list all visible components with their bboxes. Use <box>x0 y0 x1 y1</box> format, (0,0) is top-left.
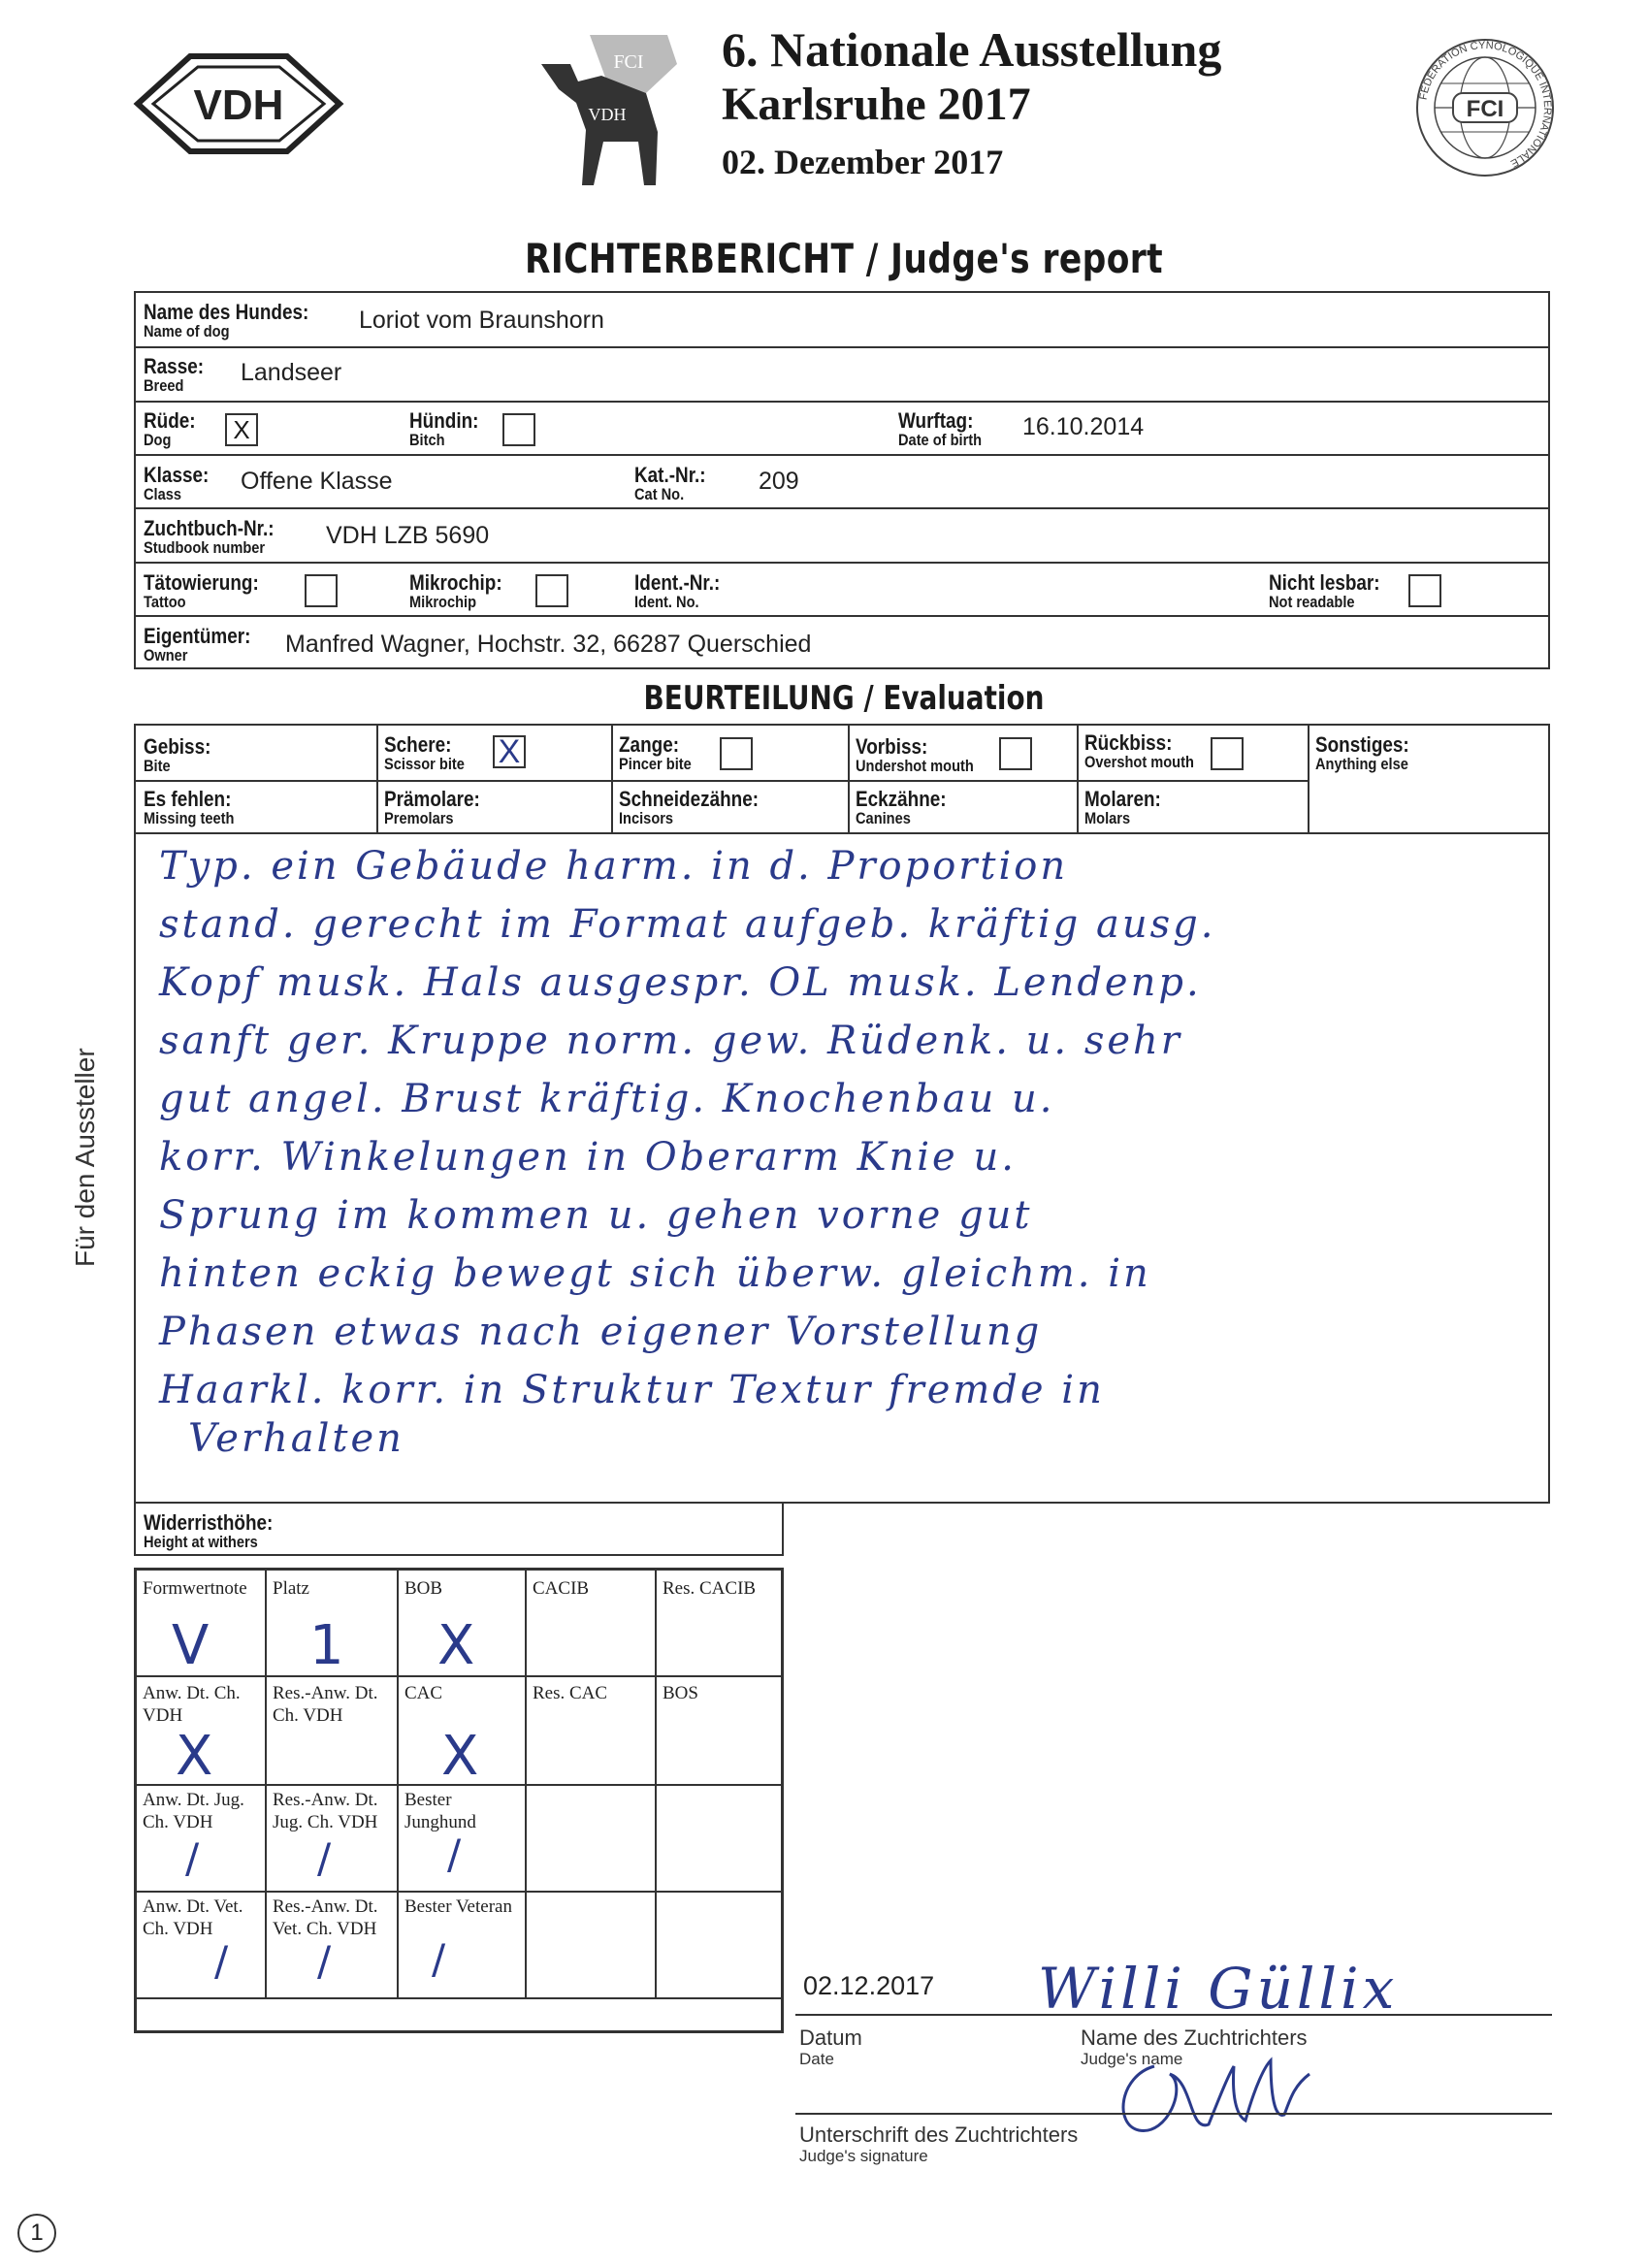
show-location: Karlsruhe 2017 <box>722 79 1031 130</box>
award-label: Anw. Dt. Jug. Ch. VDH <box>143 1790 244 1832</box>
placement-mark: 1 <box>309 1614 344 1677</box>
dob-label: Wurftag: Date of birth <box>898 408 983 450</box>
show-date: 02. Dezember 2017 <box>722 143 1004 181</box>
judge-name-label: Name des Zuchtrichters Judge's name <box>1081 2025 1308 2069</box>
fci-seal-ring-text: FEDERATION CYNOLOGIQUE INTERNATIONALE <box>1417 39 1554 170</box>
report-title: RICHTERBERICHT / Judge's report <box>524 235 1164 282</box>
handwritten-line: sanft ger. Kruppe norm. gew. Rüdenk. u. sehr <box>159 1019 1182 1063</box>
award-label: Res.-Anw. Dt. Jug. Ch. VDH <box>273 1790 378 1832</box>
date-label: Datum Date <box>799 2025 862 2069</box>
handwritten-line: hinten eckig bewegt sich überw. gleichm. in <box>159 1251 1151 1296</box>
overshot-checkbox[interactable] <box>1211 737 1244 770</box>
award-label: Res. CAC <box>533 1683 608 1703</box>
dog-name-value: Loriot vom Braunshorn <box>359 307 604 334</box>
bob-mark: X <box>437 1614 475 1677</box>
scissor-bite-label: Schere: Scissor bite <box>384 732 465 774</box>
side-text: Für den Aussteller <box>70 1048 100 1267</box>
breed-value: Landseer <box>241 359 342 386</box>
page-number: 1 <box>17 2214 56 2252</box>
handwritten-line: stand. gerecht im Format aufgeb. kräftig ausg. <box>159 902 1216 947</box>
tattoo-checkbox[interactable] <box>305 574 338 607</box>
ident-label: Ident.-Nr.: Ident. No. <box>634 570 721 612</box>
award-label: Anw. Dt. Ch. VDH <box>143 1683 241 1726</box>
handwritten-line: Sprung im kommen u. gehen vorne gut <box>159 1193 1033 1238</box>
award-label: BOS <box>663 1683 698 1703</box>
other-label: Sonstiges: Anything else <box>1315 732 1409 774</box>
cat-no-value: 209 <box>759 468 799 495</box>
pincer-bite-checkbox[interactable] <box>720 737 753 770</box>
premolars-label: Prämolare: Premolars <box>384 787 480 828</box>
award-label: BOB <box>404 1578 443 1599</box>
studbook-value: VDH LZB 5690 <box>326 522 490 549</box>
bitch-label: Hündin: Bitch <box>409 408 479 450</box>
height-label: Widerristhöhe: Height at withers <box>144 1510 274 1552</box>
slash-mark: / <box>317 1937 332 1985</box>
award-label: Res.-Anw. Dt. Vet. Ch. VDH <box>273 1896 378 1939</box>
pincer-bite-label: Zange: Pincer bite <box>619 732 692 774</box>
microchip-checkbox[interactable] <box>535 574 568 607</box>
handwritten-line: korr. Winkelungen in Oberarm Knie u. <box>159 1135 1017 1180</box>
award-label: CAC <box>404 1683 443 1703</box>
missing-teeth-label: Es fehlen: Missing teeth <box>144 787 235 828</box>
show-title: 6. Nationale Ausstellung <box>722 22 1222 77</box>
handwritten-line: Kopf musk. Hals ausgespr. OL musk. Lendenp. <box>159 960 1202 1005</box>
vdh-logo-text: VDH <box>193 81 284 129</box>
bite-label: Gebiss: Bite <box>144 734 211 776</box>
handwritten-line: Verhalten <box>188 1416 404 1461</box>
horse-vdh-text: VDH <box>588 105 627 124</box>
class-value: Offene Klasse <box>241 468 393 495</box>
dog-checkbox[interactable]: X <box>225 413 258 446</box>
slash-mark: / <box>447 1831 462 1878</box>
owner-value: Manfred Wagner, Hochstr. 32, 66287 Querschied <box>285 631 812 658</box>
grade-mark: V <box>172 1614 210 1677</box>
signature-label: Unterschrift des Zuchtrichters Judge's signature <box>799 2122 1079 2166</box>
award-label: Platz <box>273 1578 309 1599</box>
judge-name-handwritten: Willi Güllix <box>1038 1956 1399 2022</box>
tattoo-label: Tätowierung: Tattoo <box>144 570 259 612</box>
fci-seal <box>1412 35 1558 180</box>
cac-mark: X <box>441 1725 479 1788</box>
signature-divider <box>795 2113 1552 2115</box>
cat-no-label: Kat.-Nr.: Cat No. <box>634 463 706 504</box>
not-readable-checkbox[interactable] <box>1408 574 1441 607</box>
award-label: Anw. Dt. Vet. Ch. VDH <box>143 1896 243 1939</box>
owner-label: Eigentümer: Owner <box>144 624 251 665</box>
awards-table <box>134 1568 784 2033</box>
molars-label: Molaren: Molars <box>1084 787 1161 828</box>
scissor-bite-checkbox[interactable]: X <box>493 735 526 768</box>
handwritten-line: Haarkl. korr. in Struktur Textur fremde in <box>159 1368 1105 1412</box>
slash-mark: / <box>432 1935 446 1983</box>
studbook-label: Zuchtbuch-Nr.: Studbook number <box>144 516 275 558</box>
award-label: CACIB <box>533 1578 590 1599</box>
handwritten-line: gut angel. Brust kräftig. Knochenbau u. <box>159 1077 1055 1121</box>
champion-mark: X <box>176 1725 213 1788</box>
award-label: Res.-Anw. Dt. Ch. VDH <box>273 1683 378 1726</box>
slash-mark: / <box>317 1834 332 1882</box>
breed-label: Rasse: Breed <box>144 354 205 396</box>
undershot-checkbox[interactable] <box>999 737 1032 770</box>
fci-seal-text: FCI <box>1466 96 1504 122</box>
dog-name-label: Name des Hundes: Name of dog <box>144 300 309 341</box>
fci-horse-logo <box>532 25 696 190</box>
slash-mark: / <box>214 1937 229 1985</box>
slash-mark: / <box>185 1834 200 1882</box>
incisors-label: Schneidezähne: Incisors <box>619 787 760 828</box>
height-at-withers-box <box>134 1502 784 1556</box>
dob-value: 16.10.2014 <box>1022 413 1145 440</box>
class-label: Klasse: Class <box>144 463 210 504</box>
undershot-label: Vorbiss: Undershot mouth <box>856 734 974 776</box>
award-label: Bester Veteran <box>404 1896 512 1917</box>
award-label: Res. CACIB <box>663 1578 757 1599</box>
date-divider <box>795 2014 1552 2016</box>
canines-label: Eckzähne: Canines <box>856 787 947 828</box>
microchip-label: Mikrochip: Mikrochip <box>409 570 502 612</box>
not-readable-label: Nicht lesbar: Not readable <box>1269 570 1380 612</box>
date-value: 02.12.2017 <box>803 1971 935 2000</box>
evaluation-title: BEURTEILUNG / Evaluation <box>643 679 1045 718</box>
handwritten-line: Typ. ein Gebäude harm. in d. Proportion <box>159 844 1069 889</box>
handwritten-line: Phasen etwas nach eigener Vorstellung <box>159 1310 1043 1354</box>
judge-signature-scribble <box>1100 2047 1313 2144</box>
evaluation-form <box>134 724 1550 1504</box>
award-label: Formwertnote <box>143 1578 247 1599</box>
vdh-logo <box>132 50 345 157</box>
dog-sex-label: Rüde: Dog <box>144 408 196 450</box>
horse-fci-text: FCI <box>613 51 644 73</box>
overshot-label: Rückbiss: Overshot mouth <box>1084 730 1194 772</box>
dog-data-form <box>134 291 1550 669</box>
award-label: Bester Junghund <box>404 1790 476 1832</box>
bitch-checkbox[interactable] <box>502 413 535 446</box>
